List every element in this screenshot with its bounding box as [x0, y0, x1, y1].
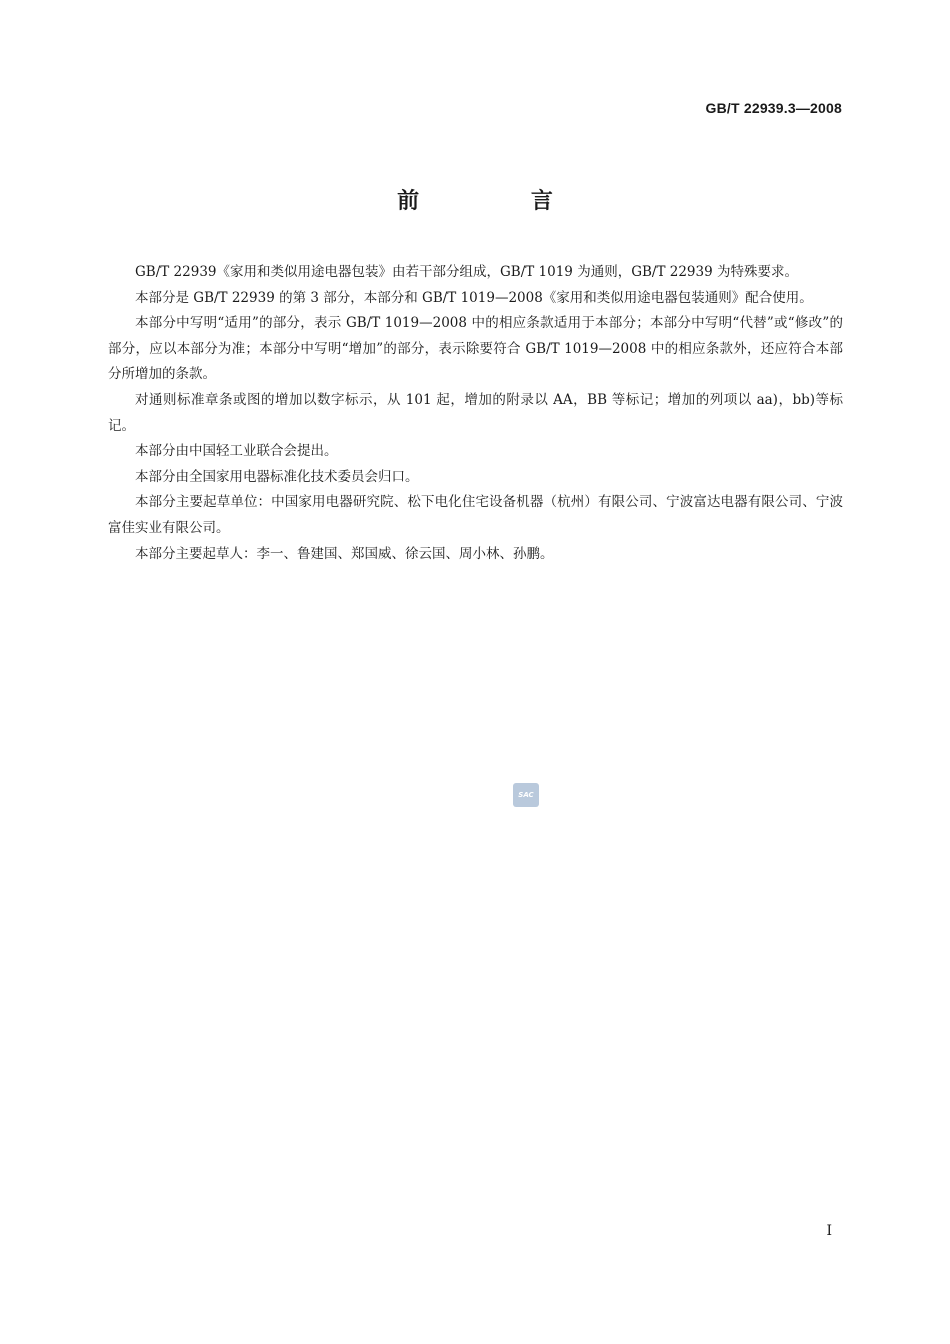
paragraph-6: 本部分由全国家用电器标准化技术委员会归口。 [135, 468, 419, 485]
paragraph-8: 本部分主要起草人：李一、鲁建国、郑国威、徐云国、周小林、孙鹏。 [135, 545, 554, 562]
page-number: I [826, 1223, 832, 1239]
sac-watermark-logo [513, 783, 539, 807]
page-title: 前 言 [397, 189, 605, 214]
paragraph-5: 本部分由中国轻工业联合会提出。 [135, 443, 338, 460]
foreword-body [108, 260, 843, 567]
paragraph-7: 本部分主要起草单位：中国家用电器研究院、松下电化住宅设备机器（杭州）有限公司、宁波富达电器有限公司、宁波富佳实业有限公司。 [108, 494, 843, 536]
paragraph-1: GB/T 22939《家用和类似用途电器包装》由若干部分组成，GB/T 1019 为通则，GB/T 22939 为特殊要求。 [135, 264, 798, 280]
standard-code: GB/T 22939.3—2008 [705, 100, 842, 116]
paragraph-2: 本部分是 GB/T 22939 的第 3 部分，本部分和 GB/T 1019—2008《家用和类似用途电器包装通则》配合使用。 [135, 289, 813, 306]
paragraph-4: 对通则标准章条或图的增加以数字标示，从 101 起，增加的附录以 AA，BB 等标记；增加的列项以 aa)，bb)等标记。 [108, 391, 843, 434]
sac-watermark-text: SAC [518, 791, 534, 799]
paragraph-3: 本部分中写明“适用”的部分，表示 GB/T 1019—2008 中的相应条款适用于本部分；本部分中写明“代替”或“修改”的部分，应以本部分为准；本部分中写明“增加”的部分，表示除要符合 GB/T 1019—2008 中的相应条款外，还应符合本部分所增加的条款。 [108, 315, 843, 383]
